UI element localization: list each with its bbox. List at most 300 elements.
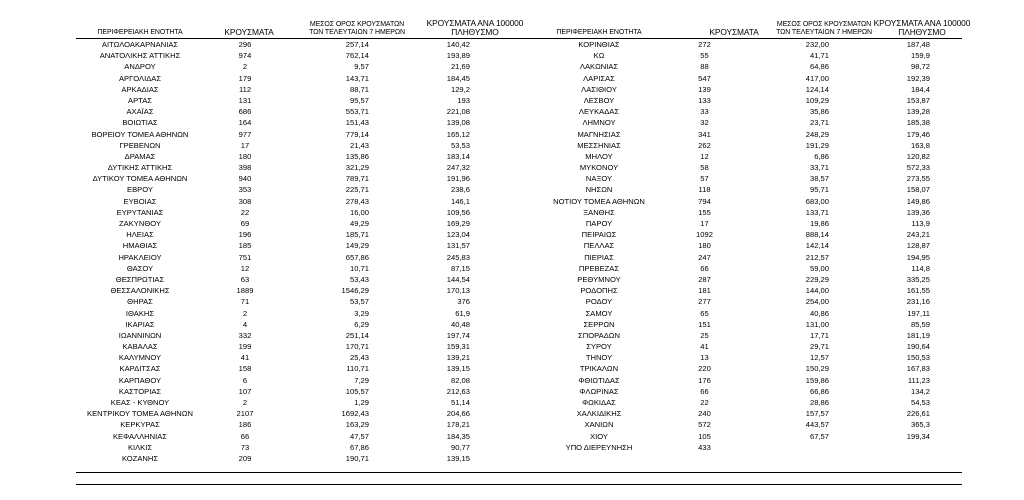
per100k-cell: 190,64 <box>906 342 930 352</box>
avg7-cell: 3,29 <box>354 308 369 318</box>
table-row <box>534 397 948 408</box>
region-cell: ΚΕΑΣ - ΚΥΘΝΟΥ <box>110 398 170 407</box>
avg7-cell: 53,57 <box>349 297 369 307</box>
table-row <box>76 308 488 319</box>
cases-cell: 164 <box>238 118 252 128</box>
avg7-cell: 66,86 <box>809 386 829 396</box>
region-cell: ΘΕΣΣΑΛΟΝΙΚΗΣ <box>110 286 170 296</box>
per100k-cell: 113,9 <box>911 219 930 228</box>
per100k-cell: 194,95 <box>906 252 930 262</box>
avg7-cell: 185,71 <box>345 230 369 240</box>
cases-cell: 2 <box>242 308 248 318</box>
region-cell: ΦΘΙΩΤΙΔΑΣ <box>578 375 620 385</box>
region-cell: ΑΝΔΡΟΥ <box>124 62 156 72</box>
table-row <box>534 263 948 274</box>
avg7-cell: 888,14 <box>805 230 829 240</box>
table-row <box>534 129 948 140</box>
table-row <box>76 95 488 106</box>
table-row <box>534 375 948 386</box>
table-row <box>534 330 948 341</box>
avg7-cell: 254,00 <box>805 297 829 307</box>
per100k-cell: 185,38 <box>906 118 930 128</box>
avg7-cell: 41,71 <box>809 51 829 61</box>
per100k-cell: 159,9 <box>910 51 930 61</box>
table-right-half <box>534 14 971 453</box>
cases-cell: 977 <box>238 129 252 139</box>
region-cell: ΛΑΡΙΣΑΣ <box>583 73 615 83</box>
table-row <box>76 442 488 453</box>
avg7-cell: 12,57 <box>809 353 829 363</box>
table-row <box>534 419 948 430</box>
table-row <box>76 363 488 374</box>
per100k-cell: 98,72 <box>910 62 930 72</box>
table-row <box>76 129 488 140</box>
avg7-cell: 278,43 <box>345 196 369 206</box>
avg7-cell: 135,86 <box>345 151 369 161</box>
region-cell: ΚΑΣΤΟΡΙΑΣ <box>118 386 162 396</box>
cases-cell: 131 <box>238 95 252 105</box>
cases-cell: 12 <box>700 151 709 161</box>
region-cell: ΘΑΣΟΥ <box>126 263 154 273</box>
region-cell: ΠΙΕΡΙΑΣ <box>584 252 614 262</box>
cases-cell: 118 <box>698 185 711 195</box>
per100k-cell: 187,48 <box>906 40 930 49</box>
region-cell: ΣΑΜΟΥ <box>585 308 613 318</box>
avg7-cell: 191,29 <box>805 140 829 150</box>
per100k-cell: 139,08 <box>446 118 470 128</box>
per100k-cell: 159,31 <box>446 342 470 352</box>
avg7-cell: 1692,43 <box>341 409 369 419</box>
table-row <box>534 196 948 207</box>
cases-cell: 794 <box>698 196 711 206</box>
region-cell: ΜΕΣΣΗΝΙΑΣ <box>577 140 621 150</box>
avg7-cell: 212,57 <box>805 252 829 262</box>
cases-cell: 277 <box>698 297 711 307</box>
table-row <box>76 240 488 251</box>
avg7-cell: 133,71 <box>805 207 829 217</box>
region-cell: ΑΡΚΑΔΙΑΣ <box>121 84 159 94</box>
table-row <box>76 285 488 296</box>
table-row <box>534 341 948 352</box>
avg7-cell: 40,86 <box>809 308 829 318</box>
avg7-cell: 25,43 <box>349 353 369 363</box>
region-cell: ΘΗΡΑΣ <box>127 297 153 307</box>
per100k-cell: 179,46 <box>906 129 930 139</box>
cases-cell: 353 <box>238 185 252 195</box>
header-cases: ΚΡΟΥΣΜΑΤΑ <box>224 27 274 37</box>
per100k-cell: 184,35 <box>446 431 470 441</box>
table-row <box>76 229 488 240</box>
per100k-cell: 183,14 <box>446 151 470 161</box>
per100k-cell: 335,25 <box>906 274 930 284</box>
table-row <box>534 240 948 251</box>
region-cell: ΦΛΩΡΙΝΑΣ <box>579 386 619 396</box>
cases-cell: 2107 <box>236 409 254 419</box>
cases-cell: 332 <box>238 330 252 340</box>
table-row <box>534 39 948 50</box>
table-row <box>534 431 948 442</box>
per100k-cell: 85,59 <box>910 319 930 329</box>
table-row <box>76 196 488 207</box>
per100k-cell: 82,08 <box>450 375 470 385</box>
per100k-cell: 197,74 <box>446 330 470 340</box>
avg7-cell: 6,86 <box>814 151 829 161</box>
region-cell: ΛΑΣΙΘΙΟΥ <box>581 84 617 94</box>
avg7-cell: 67,57 <box>809 431 829 441</box>
cases-cell: 296 <box>238 40 252 49</box>
table-row <box>534 442 948 453</box>
cases-cell: 1092 <box>696 230 713 240</box>
header-region: ΠΕΡΙΦΕΡΕΙΑΚΗ ΕΝΟΤΗΤΑ <box>556 29 642 36</box>
per100k-cell: 139,15 <box>446 453 470 463</box>
per100k-cell: 184,45 <box>446 73 470 83</box>
header-per100k: ΚΡΟΥΣΜΑΤΑ ΑΝΑ 100000 ΠΛΗΘΥΣΜΟ <box>873 18 971 37</box>
per100k-cell: 111,23 <box>907 375 930 385</box>
avg7-cell: 779,14 <box>345 129 369 139</box>
table-row <box>76 39 488 50</box>
region-cell: ΦΩΚΙΔΑΣ <box>582 398 616 407</box>
table-row <box>76 296 488 307</box>
cases-cell: 12 <box>240 263 250 273</box>
avg7-cell: 657,86 <box>345 252 369 262</box>
cases-cell: 158 <box>238 364 252 374</box>
table-row <box>76 375 488 386</box>
avg7-cell: 64,86 <box>809 62 829 72</box>
per100k-cell: 120,82 <box>906 151 930 161</box>
region-cell: ΝΑΞΟΥ <box>585 174 613 184</box>
avg7-cell: 23,71 <box>809 118 829 128</box>
avg7-cell: 10,71 <box>349 263 369 273</box>
avg7-cell: 1546,29 <box>341 286 369 296</box>
avg7-cell: 38,57 <box>809 174 829 184</box>
table-row <box>534 274 948 285</box>
table-row <box>534 162 948 173</box>
region-cell: ΚΑΡΔΙΤΣΑΣ <box>119 364 161 374</box>
table-row <box>76 352 488 363</box>
cases-cell: 65 <box>700 308 709 318</box>
table-row <box>534 229 948 240</box>
region-cell: ΛΗΜΝΟΥ <box>582 118 616 128</box>
avg7-cell: 47,57 <box>349 431 369 441</box>
header-per100k: ΚΡΟΥΣΜΑΤΑ ΑΝΑ 100000 ΠΛΗΘΥΣΜΟ <box>426 18 524 37</box>
avg7-cell: 225,71 <box>345 185 369 195</box>
table-row <box>76 162 488 173</box>
cases-cell: 433 <box>698 442 711 452</box>
region-cell: ΧΙΟΥ <box>590 431 608 441</box>
per100k-cell: 51,14 <box>450 398 470 407</box>
table-row <box>76 386 488 397</box>
avg7-cell: 789,71 <box>345 174 369 184</box>
avg7-cell: 163,29 <box>345 420 369 430</box>
avg7-cell: 170,71 <box>345 342 369 352</box>
table-row <box>76 263 488 274</box>
per100k-cell: 231,16 <box>906 297 930 307</box>
region-cell: ΜΥΚΟΝΟΥ <box>579 163 619 173</box>
avg7-cell: 105,57 <box>345 386 369 396</box>
region-cell: ΚΕΝΤΡΙΚΟΥ ΤΟΜΕΑ ΑΘΗΝΩΝ <box>87 409 193 419</box>
cases-cell: 287 <box>698 274 711 284</box>
region-cell: ΛΕΣΒΟΥ <box>583 95 615 105</box>
region-cell: ΔΥΤΙΚΟΥ ΤΟΜΕΑ ΑΘΗΝΩΝ <box>92 174 188 184</box>
header-avg7: ΜΕΣΟΣ ΟΡΟΣ ΚΡΟΥΣΜΑΤΩΝ ΤΩΝ ΤΕΛΕΥΤΑΙΩΝ 7 ΗΜΕΡΩΝ <box>309 21 405 36</box>
region-cell: ΖΑΚΥΝΘΟΥ <box>119 219 161 228</box>
per100k-cell: 158,07 <box>906 185 930 195</box>
avg7-cell: 143,71 <box>345 73 369 83</box>
region-cell: ΙΚΑΡΙΑΣ <box>125 319 155 329</box>
cases-cell: 71 <box>240 297 250 307</box>
table-row <box>534 296 948 307</box>
per100k-cell: 114,8 <box>911 263 930 273</box>
region-cell: ΚΑΡΠΑΘΟΥ <box>118 375 162 385</box>
cases-cell: 308 <box>238 196 252 206</box>
region-cell: ΙΘΑΚΗΣ <box>125 308 155 318</box>
avg7-cell: 16,00 <box>349 207 369 217</box>
table-row <box>534 352 948 363</box>
per100k-cell: 191,96 <box>446 174 470 184</box>
region-cell: ΧΑΝΙΩΝ <box>584 420 614 430</box>
table-row <box>534 408 948 419</box>
table-row <box>534 207 948 218</box>
cases-cell: 247 <box>698 252 711 262</box>
per100k-cell: 161,55 <box>906 286 930 296</box>
table-row <box>534 184 948 195</box>
table-row <box>534 285 948 296</box>
cases-cell: 73 <box>240 442 250 452</box>
per100k-cell: 90,77 <box>450 442 470 452</box>
region-cell: ΡΟΔΟΠΗΣ <box>580 286 618 296</box>
cases-cell: 41 <box>240 353 250 363</box>
per100k-cell: 167,83 <box>906 364 930 374</box>
per100k-cell: 197,11 <box>907 308 930 318</box>
avg7-cell: 151,43 <box>345 118 369 128</box>
per100k-cell: 87,15 <box>450 263 470 273</box>
table-row <box>534 61 948 72</box>
cases-cell: 17 <box>700 219 709 228</box>
cases-cell: 33 <box>700 107 709 117</box>
per100k-cell: 169,29 <box>446 219 470 228</box>
region-cell: ΚΕΡΚΥΡΑΣ <box>120 420 160 430</box>
per100k-cell: 170,13 <box>446 286 470 296</box>
region-cell: ΗΜΑΘΙΑΣ <box>122 241 158 251</box>
per100k-cell: 131,57 <box>446 241 470 251</box>
avg7-cell: 443,57 <box>805 420 829 430</box>
region-cell: ΣΠΟΡΑΔΩΝ <box>578 330 620 340</box>
table-row <box>534 140 948 151</box>
cases-cell: 341 <box>698 129 711 139</box>
table-row <box>76 117 488 128</box>
cases-cell: 22 <box>700 398 709 407</box>
cases-cell: 176 <box>698 375 711 385</box>
region-cell: ΤΗΝΟΥ <box>585 353 613 363</box>
cases-cell: 940 <box>238 174 252 184</box>
avg7-cell <box>745 442 841 453</box>
avg7-cell: 17,71 <box>809 330 829 340</box>
region-cell: ΜΗΛΟΥ <box>585 151 613 161</box>
avg7-cell: 35,86 <box>809 107 829 117</box>
region-cell: ΛΕΥΚΑΔΑΣ <box>578 107 620 117</box>
table-row <box>76 151 488 162</box>
region-cell: ΝΗΣΩΝ <box>585 185 613 195</box>
table-row <box>534 117 948 128</box>
region-cell: ΡΟΔΟΥ <box>585 297 613 307</box>
table-row <box>76 341 488 352</box>
cases-cell: 151 <box>698 319 711 329</box>
avg7-cell: 248,29 <box>805 129 829 139</box>
region-cell: ΚΟΡΙΝΘΙΑΣ <box>578 40 620 49</box>
per100k-cell: 150,53 <box>906 353 930 363</box>
table-row <box>534 151 948 162</box>
table-row <box>534 252 948 263</box>
cases-cell: 185 <box>238 241 252 251</box>
region-cell: ΘΕΣΠΡΩΤΙΑΣ <box>115 274 165 284</box>
avg7-cell: 28,86 <box>809 398 829 407</box>
avg7-cell: 229,29 <box>805 274 829 284</box>
cases-cell: 2 <box>242 398 248 407</box>
region-cell: ΣΕΡΡΩΝ <box>583 319 615 329</box>
avg7-cell: 67,86 <box>349 442 369 452</box>
avg7-cell: 251,14 <box>345 330 369 340</box>
per100k-cell: 139,28 <box>906 107 930 117</box>
per100k-cell: 193,89 <box>446 51 470 61</box>
avg7-cell: 29,71 <box>809 342 829 352</box>
per100k-cell: 178,21 <box>446 420 470 430</box>
per100k-cell: 139,21 <box>446 353 470 363</box>
cases-cell: 974 <box>238 51 252 61</box>
per100k-cell: 221,08 <box>446 107 470 117</box>
table-row <box>76 84 488 95</box>
cases-cell: 272 <box>698 40 711 49</box>
rows-left <box>76 39 488 464</box>
table-bottom-rule <box>76 472 962 473</box>
cases-cell: 55 <box>700 51 709 61</box>
header-row-right <box>534 14 971 38</box>
region-cell: ΤΡΙΚΑΛΩΝ <box>579 364 619 374</box>
avg7-cell: 110,71 <box>346 364 369 374</box>
avg7-cell: 49,29 <box>349 219 369 228</box>
avg7-cell: 131,00 <box>805 319 829 329</box>
cases-cell: 107 <box>238 386 252 396</box>
per100k-cell: 199,34 <box>906 431 930 441</box>
table-row <box>534 84 948 95</box>
cases-cell: 6 <box>242 375 248 385</box>
cases-cell: 88 <box>700 62 709 72</box>
region-cell: ΑΡΤΑΣ <box>128 95 152 105</box>
cases-cell: 112 <box>238 84 252 94</box>
region-cell: ΠΡΕΒΕΖΑΣ <box>578 263 620 273</box>
table-row <box>534 363 948 374</box>
avg7-cell: 59,00 <box>809 263 829 273</box>
region-cell: ΚΕΦΑΛΛΗΝΙΑΣ <box>112 431 168 441</box>
rows-right <box>534 39 948 453</box>
cases-cell: 22 <box>240 207 250 217</box>
avg7-cell: 683,00 <box>805 196 829 206</box>
per100k-cell: 149,86 <box>906 196 930 206</box>
region-cell: ΗΛΕΙΑΣ <box>126 230 154 240</box>
table-row <box>76 73 488 84</box>
per100k-cell: 140,42 <box>446 40 470 49</box>
cases-cell: 105 <box>698 431 711 441</box>
avg7-cell: 144,00 <box>805 286 829 296</box>
per100k-cell: 572,33 <box>906 163 930 173</box>
cases-cell: 572 <box>698 420 711 430</box>
region-cell: ΒΟΙΩΤΙΑΣ <box>122 118 158 128</box>
cases-cell: 32 <box>700 118 709 128</box>
table-row <box>76 106 488 117</box>
region-cell: ΑΙΤΩΛΟΑΚΑΡΝΑΝΙΑΣ <box>101 40 179 49</box>
table-row <box>534 73 948 84</box>
table-row <box>534 173 948 184</box>
per100k-cell: 139,36 <box>906 207 930 217</box>
avg7-cell: 1,29 <box>354 398 369 407</box>
per100k-cell: 146,1 <box>450 196 470 206</box>
cases-cell: 686 <box>238 107 252 117</box>
table-row <box>76 50 488 61</box>
region-cell: ΚΙΛΚΙΣ <box>127 442 153 452</box>
per100k-cell: 193 <box>457 95 470 105</box>
table-row <box>534 386 948 397</box>
per100k-cell: 123,04 <box>446 230 470 240</box>
per100k-cell: 204,66 <box>446 409 470 419</box>
region-cell: ΗΡΑΚΛΕΙΟΥ <box>118 252 162 262</box>
header-row-left <box>76 14 534 38</box>
avg7-cell: 553,71 <box>345 107 369 117</box>
cases-cell: 139 <box>698 84 711 94</box>
cases-cell: 180 <box>698 241 711 251</box>
per100k-cell: 273,55 <box>906 174 930 184</box>
cases-cell: 547 <box>698 73 711 83</box>
cases-cell: 4 <box>242 319 248 329</box>
page-bottom-rule <box>76 484 962 485</box>
region-cell: ΧΑΛΚΙΔΙΚΗΣ <box>576 409 622 419</box>
avg7-cell: 6,29 <box>354 319 369 329</box>
per100k-cell <box>841 442 948 453</box>
avg7-cell: 149,29 <box>345 241 369 251</box>
per100k-cell: 184,4 <box>910 84 930 94</box>
region-cell: ΚΑΒΑΛΑΣ <box>122 342 158 352</box>
region-cell: ΠΕΛΛΑΣ <box>583 241 615 251</box>
per100k-cell: 144,54 <box>446 274 470 284</box>
table-row <box>76 274 488 285</box>
cases-cell: 398 <box>238 163 252 173</box>
table-row <box>76 408 488 419</box>
table-row <box>76 397 488 408</box>
table-row <box>76 61 488 72</box>
per100k-cell: 192,39 <box>906 73 930 83</box>
table-row <box>76 218 488 229</box>
cases-cell: 199 <box>238 342 252 352</box>
region-cell: ΠΕΙΡΑΙΩΣ <box>581 230 617 240</box>
region-cell: ΞΑΝΘΗΣ <box>583 207 615 217</box>
per100k-cell: 109,56 <box>446 207 470 217</box>
region-cell: ΣΥΡΟΥ <box>586 342 612 352</box>
avg7-cell: 257,14 <box>345 40 369 49</box>
per100k-cell: 54,53 <box>910 398 930 407</box>
per100k-cell: 163,8 <box>910 140 930 150</box>
region-cell: ΑΧΑΪΑΣ <box>126 107 154 117</box>
avg7-cell: 53,43 <box>349 274 369 284</box>
avg7-cell: 142,14 <box>805 241 829 251</box>
region-cell: ΙΩΑΝΝΙΝΩΝ <box>118 330 162 340</box>
cases-cell: 63 <box>240 274 250 284</box>
header-cases: ΚΡΟΥΣΜΑΤΑ <box>709 27 759 37</box>
cases-cell: 1889 <box>236 286 254 296</box>
cases-cell: 262 <box>698 140 711 150</box>
cases-cell: 240 <box>698 409 711 419</box>
table-row <box>534 308 948 319</box>
avg7-cell: 21,43 <box>349 140 369 150</box>
table-row <box>534 106 948 117</box>
cases-cell: 41 <box>700 342 709 352</box>
